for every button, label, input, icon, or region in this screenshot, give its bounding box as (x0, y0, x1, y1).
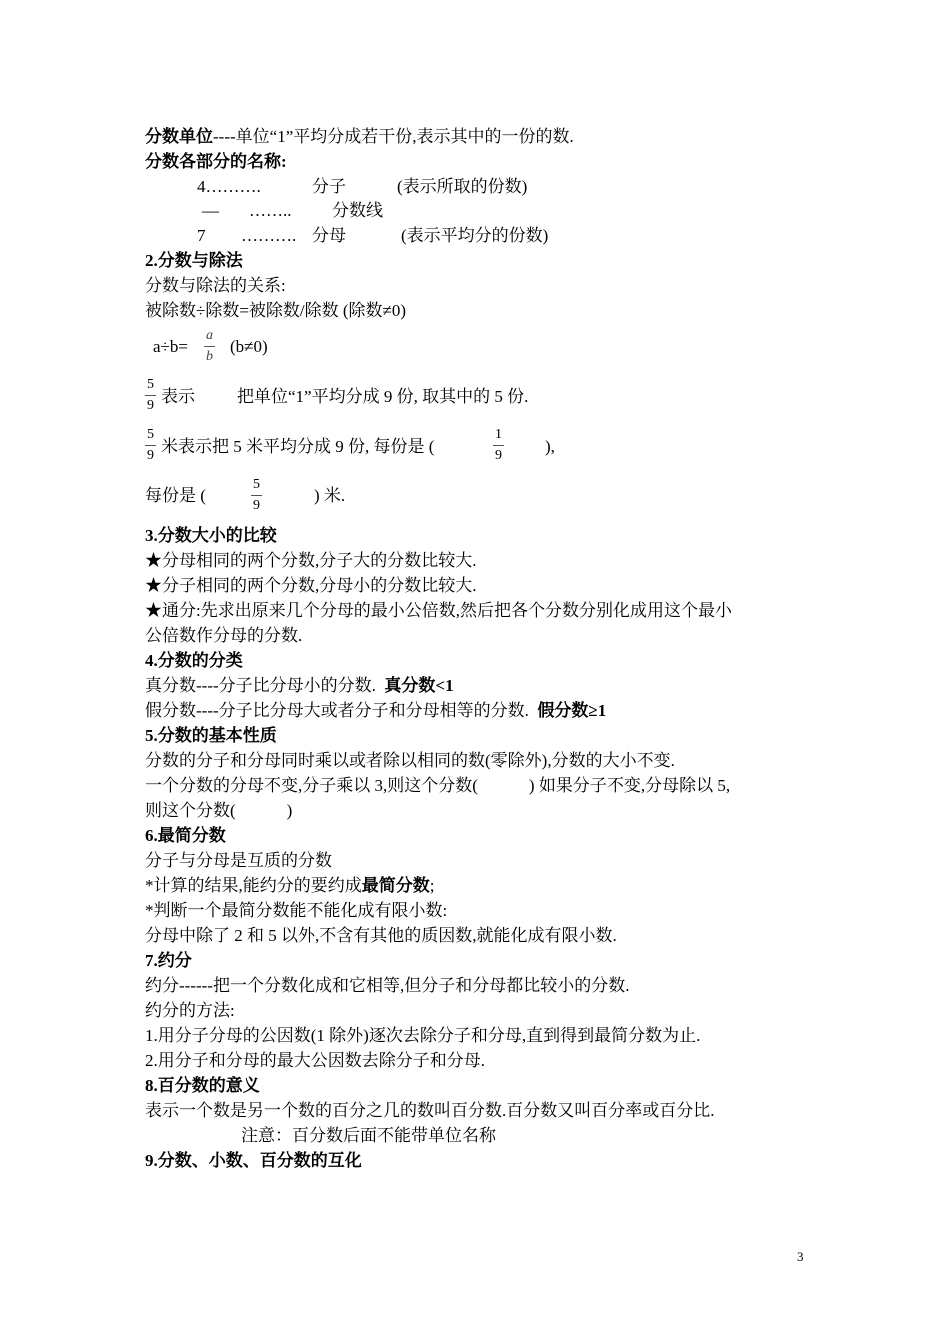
compare-rule-3: ★通分:先求出原来几个分母的最小公倍数,然后把各个分数分别化成用这个最小 (145, 601, 732, 620)
numerator-row-num: 4………. (197, 177, 261, 196)
unit-definition-line (145, 125, 574, 149)
page-number: 3 (797, 1249, 804, 1264)
represents-meaning: 把单位“1”平均分成 9 份, 取其中的 5 份. (237, 387, 529, 406)
parts-heading: 分数各部分的名称: (145, 152, 287, 171)
proper-fraction-def: 真分数----分子比分母小的分数. (145, 676, 376, 695)
denominator-row-dots: ………. (241, 226, 297, 245)
simplest-calc-line (145, 874, 434, 898)
fraction-numerator: 5 (253, 477, 260, 492)
property-question-cont: 则这个分数( ) (145, 801, 293, 820)
fraction-bar (204, 346, 215, 347)
proper-fraction-rule: 真分数<1 (384, 676, 454, 695)
fraction-a-over-b (204, 328, 215, 365)
section-8-heading: 8.百分数的意义 (145, 1076, 260, 1095)
section-7-heading: 7.约分 (145, 951, 192, 970)
denominator-row-label: 分母 (312, 226, 346, 245)
percent-note-line: 注意：百分数后面不能带单位名称 (241, 1126, 496, 1145)
fraction-bar (145, 395, 156, 396)
fraction-5-9-b (145, 427, 156, 464)
each-part-close: ) 米. (314, 486, 346, 505)
section-6-heading: 6.最简分数 (145, 826, 226, 845)
fraction-1-9 (493, 427, 504, 464)
fraction-denominator: 9 (147, 398, 154, 413)
compare-rule-2: ★分子相同的两个分数,分母小的分数比较大. (145, 576, 477, 595)
simplest-calc-text: *计算的结果,能约分的要约成 (145, 876, 362, 895)
denominator-row-note: (表示平均分的份数) (401, 226, 549, 245)
fraction-numerator: a (206, 328, 213, 343)
percent-def-line: 表示一个数是另一个数的百分之几的数叫百分数.百分数又叫百分率或百分比. (145, 1101, 715, 1120)
improper-fraction-line (145, 699, 606, 723)
reduce-methods-line: 约分的方法: (145, 1001, 235, 1020)
section-9-heading: 9.分数、小数、百分数的互化 (145, 1151, 362, 1170)
simplest-calc-term: 最简分数 (361, 876, 430, 895)
reduce-def-line: 约分------把一个分数化成和它相等,但分子和分母都比较小的分数. (145, 976, 630, 995)
simplest-calc-end: ; (429, 876, 435, 895)
fraction-bar-dots: …….. (249, 201, 292, 220)
division-relation-line: 分数与除法的关系: (145, 276, 286, 295)
compare-rule-3-cont: 公倍数作分母的分数. (145, 626, 303, 645)
meters-example-text: 米表示把 5 米平均分成 9 份, 每份是 ( (161, 437, 435, 456)
section-3-heading: 3.分数大小的比较 (145, 526, 277, 545)
fraction-5-9-a (145, 377, 156, 414)
fraction-denominator: 9 (147, 448, 154, 463)
represents-text: 表示 (161, 387, 195, 406)
finite-decimal-question: *判断一个最简分数能不能化成有限小数: (145, 901, 448, 920)
fraction-denominator: 9 (495, 448, 502, 463)
section-2-heading: 2.分数与除法 (145, 251, 243, 270)
fraction-bar-symbol: — (202, 201, 219, 220)
improper-fraction-def: 假分数----分子比分母大或者分子和分母相等的分数. (145, 701, 529, 720)
fraction-numerator: 1 (495, 427, 502, 442)
division-formula-line: 被除数÷除数=被除数/除数 (除数≠0) (145, 301, 407, 320)
reduce-method-1: 1.用分子分母的公因数(1 除外)逐次去除分子和分母,直到得到最简分数为止. (145, 1026, 701, 1045)
property-question-line: 一个分数的分母不变,分子乘以 3,则这个分数( ) 如果分子不变,分母除以 5, (145, 776, 731, 795)
numerator-row-label: 分子 (312, 177, 346, 196)
finite-decimal-rule: 分母中除了 2 和 5 以外,不含有其他的质因数,就能化成有限小数. (145, 926, 617, 945)
reduce-method-2: 2.用分子和分母的最大公因数去除分子和分母. (145, 1051, 485, 1070)
section-4-heading: 4.分数的分类 (145, 651, 243, 670)
meters-example-close: ), (545, 437, 555, 456)
denominator-row-num: 7 (197, 226, 206, 245)
proper-fraction-line (145, 674, 454, 698)
fraction-bar (493, 445, 504, 446)
unit-definition: ----单位“1”平均分成若干份,表示其中的一份的数. (213, 127, 574, 146)
fraction-bar (251, 495, 262, 496)
section-5-heading: 5.分数的基本性质 (145, 726, 277, 745)
ab-formula-left: a÷b= (153, 337, 188, 356)
fraction-5-9-c (251, 477, 262, 514)
fraction-denominator: 9 (253, 498, 260, 513)
fraction-numerator: 5 (147, 377, 154, 392)
improper-fraction-rule: 假分数≥1 (537, 701, 607, 720)
unit-term: 分数单位 (145, 127, 213, 146)
fraction-bar-label: 分数线 (332, 201, 383, 220)
simplest-def-line: 分子与分母是互质的分数 (145, 851, 332, 870)
compare-rule-1: ★分母相同的两个分数,分子大的分数比较大. (145, 551, 477, 570)
numerator-row-note: (表示所取的份数) (397, 177, 528, 196)
fraction-denominator: b (206, 349, 213, 364)
each-part-text: 每份是 ( (145, 486, 206, 505)
basic-property-line: 分数的分子和分母同时乘以或者除以相同的数(零除外),分数的大小不变. (145, 751, 675, 770)
fraction-numerator: 5 (147, 427, 154, 442)
fraction-bar (145, 445, 156, 446)
ab-formula-right: (b≠0) (230, 337, 268, 356)
